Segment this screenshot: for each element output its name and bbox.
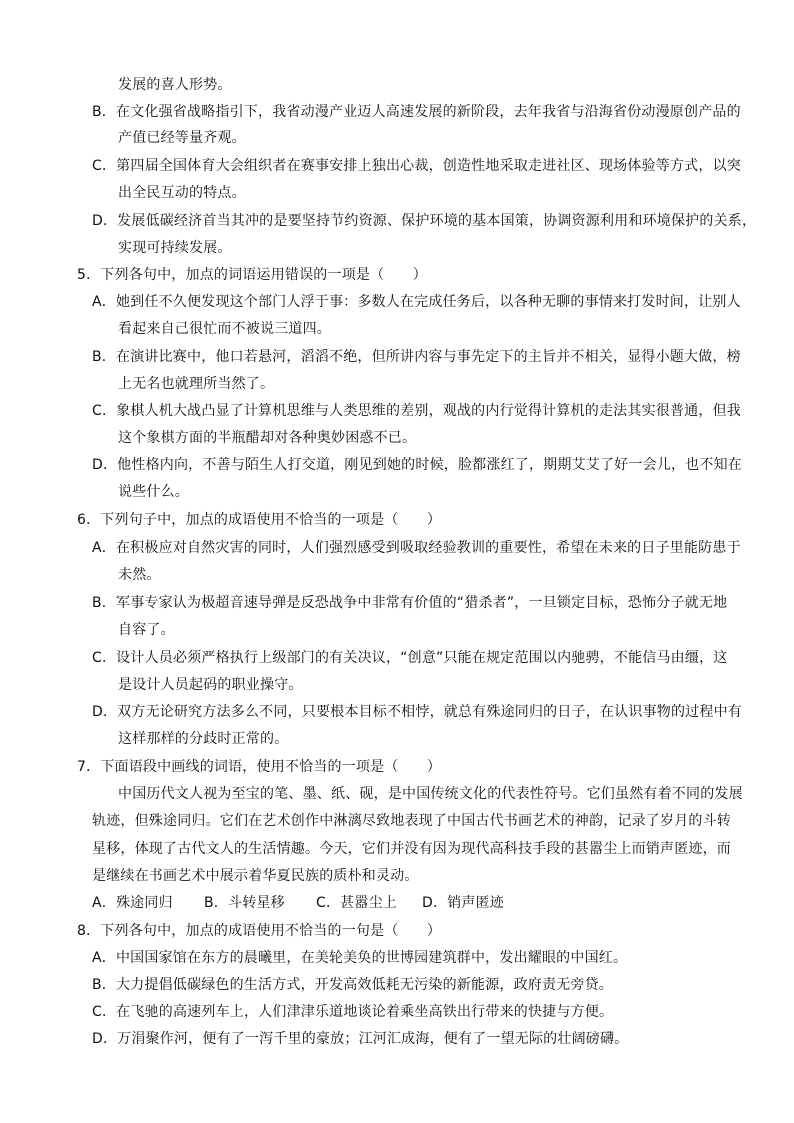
question-6-option-d-line-2: 这样那样的分歧时正常的。 bbox=[118, 731, 289, 747]
question-7-passage-line-3: 星移，体现了古代文人的生活情趣。今天，它们并没有因为现代高科技手段的甚嚣尘上而销声匿迹，而 bbox=[92, 841, 731, 857]
question-6-option-c-line-1: C．设计人员必须严格执行上级部门的有关决议，“创意”只能在规定范围以内驰骋，不能信马由缰，这 bbox=[92, 650, 728, 666]
question-5-option-a-line-2: 看起来自己很忙而不被说三道四。 bbox=[118, 321, 331, 337]
question-7-choice-c: C．甚嚣尘上 bbox=[316, 895, 397, 911]
question-6-option-d-line-1: D．双方无论研究方法多么不同，只要根本目标不相悖，就总有殊途同归的日子，在认识事物的过程中有 bbox=[92, 704, 742, 720]
question-7-choice-a: A．殊途同归 bbox=[92, 895, 173, 911]
question-7-passage-line-4: 是继续在书画艺术中展示着华夏民族的质朴和灵动。 bbox=[92, 868, 419, 884]
prev-option-d-line-1: D．发展低碳经济首当其冲的是要坚持节约资源、保护环境的基本国策，协调资源利用和环境保护的关系， bbox=[92, 213, 757, 229]
question-8-option-d: D．万涓聚作河，便有了一泻千里的豪放；江河汇成海，便有了一望无际的壮阔磅礴。 bbox=[92, 1031, 629, 1047]
question-7-passage-line-1: 中国历代文人视为至宝的笔、墨、纸、砚，是中国传统文化的代表性符号。它们虽然有着不同的发展 bbox=[118, 786, 743, 802]
question-7-stem: 7．下面语段中画线的词语，使用不恰当的一项是（ ） bbox=[77, 759, 442, 775]
question-5-option-d-line-2: 说些什么。 bbox=[118, 484, 189, 500]
question-5-stem: 5．下列各句中，加点的词语运用错误的一项是（ ） bbox=[77, 267, 427, 283]
question-7-passage-line-2: 轨迹，但殊途同归。它们在艺术创作中淋漓尽致地表现了中国古代书画艺术的神韵，记录了岁月的斗转 bbox=[92, 813, 731, 829]
question-6-option-a-line-2: 未然。 bbox=[118, 567, 161, 583]
question-5-option-b-line-1: B．在演讲比赛中，他口若悬河，滔滔不绝，但所讲内容与事先定下的主旨并不相关，显得小题大做，榜 bbox=[92, 349, 741, 365]
question-8-option-a: A．中国国家馆在东方的晨曦里，在美轮美奂的世博园建筑群中，发出耀眼的中国红。 bbox=[92, 950, 628, 966]
question-5-option-a-line-1: A．她到任不久便发现这个部门人浮于事：多数人在完成任务后，以各种无聊的事情来打发时间，让别人 bbox=[92, 294, 741, 310]
question-5-option-b-line-2: 上无名也就理所当然了。 bbox=[118, 376, 275, 392]
question-7-choice-b: B．斗转星移 bbox=[204, 895, 285, 911]
question-5-option-c-line-2: 这个象棋方面的半瓶醋却对各种奥妙困惑不已。 bbox=[118, 430, 417, 446]
question-8-stem: 8．下列各句中，加点的成语使用不恰当的一句是（ ） bbox=[77, 923, 442, 939]
question-6-option-b-line-1: B．军事专家认为极超音速导弹是反恐战争中非常有价值的“猎杀者”，一旦锁定目标，恐怖分子就无地 bbox=[92, 595, 728, 611]
question-5-option-d-line-1: D．他性格内向，不善与陌生人打交道，刚见到她的时候，脸都涨红了，期期艾艾了好一会儿，也不知在 bbox=[92, 457, 742, 473]
prev-option-d-line-2: 实现可持续发展。 bbox=[118, 240, 232, 256]
question-6-option-b-line-2: 自容了。 bbox=[118, 622, 175, 638]
question-6-stem: 6．下列句子中，加点的成语使用不恰当的一项是（ ） bbox=[77, 512, 442, 528]
question-8-option-c: C．在飞驰的高速列车上，人们津津乐道地谈论着乘坐高铁出行带来的快捷与方便。 bbox=[92, 1004, 614, 1020]
question-6-option-c-line-2: 是设计人员起码的职业操守。 bbox=[118, 677, 303, 693]
question-7-choice-d: D．销声匿迹 bbox=[422, 895, 504, 911]
question-8-option-b: B．大力提倡低碳绿色的生活方式，开发高效低耗无污染的新能源，政府责无旁贷。 bbox=[92, 977, 614, 993]
question-5-option-c-line-1: C．象棋人机大战凸显了计算机思维与人类思维的差别，观战的内行觉得计算机的走法其实很普通，但我 bbox=[92, 403, 741, 419]
prev-option-b-line-1: B．在文化强省战略指引下，我省动漫产业迈人高速发展的新阶段，去年我省与沿海省份动漫原创产品的 bbox=[92, 104, 741, 120]
prev-option-c-line-1: C．第四届全国体育大会组织者在赛事安排上独出心裁，创造性地采取走进社区、现场体验等方式，以突 bbox=[92, 158, 741, 174]
prev-option-a-continuation: 发展的喜人形势。 bbox=[118, 77, 232, 93]
question-6-option-a-line-1: A．在积极应对自然灾害的同时，人们强烈感受到吸取经验教训的重要性，希望在未来的日子里能防患于 bbox=[92, 540, 741, 556]
question-7-choices bbox=[92, 894, 504, 912]
prev-option-c-line-2: 出全民互动的特点。 bbox=[118, 185, 246, 201]
prev-option-b-line-2: 产值已经等量齐观。 bbox=[118, 130, 246, 146]
